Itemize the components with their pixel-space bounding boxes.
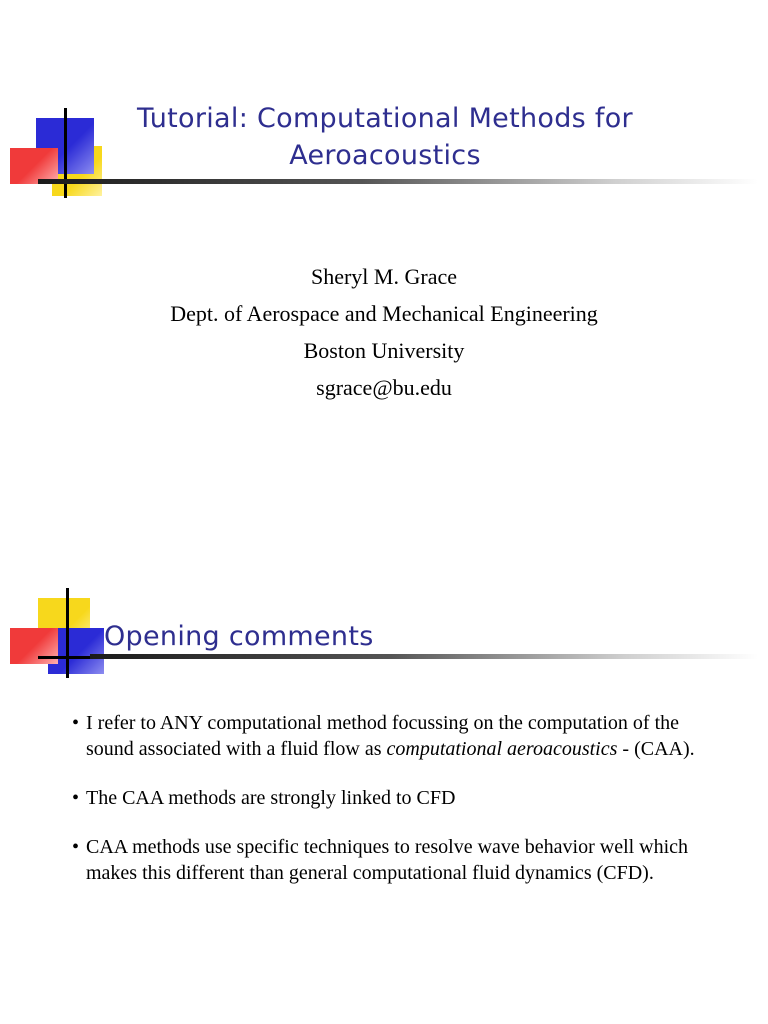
bullet-marker: • [72,712,80,734]
author-block [0,258,768,406]
author-name: Sheryl M. Grace [310,264,457,289]
logo-vertical-line [64,108,67,198]
slide-title [100,100,670,174]
bullet-list [72,710,712,909]
author-university: Boston University [303,338,465,363]
bullet-marker: • [72,787,80,809]
content-slide [0,512,768,1024]
list-item: • I refer to ANY computational method focussing on the computation of the sound associated with a fluid flow as computational aeroacoustics - (CAA). [72,712,695,760]
title-rule [38,179,758,184]
logo-vertical-line [66,588,69,678]
list-item: • The CAA methods are strongly linked to CFD [72,787,456,809]
italic-term: computational aeroacoustics [386,738,618,760]
slide-title: Opening comments [104,621,374,652]
list-item: • CAA methods use specific techniques to resolve wave behavior well which makes this different than general computational fluid dynamics (CFD). [72,836,689,884]
author-department: Dept. of Aerospace and Mechanical Engineering [170,301,598,326]
slide-title-line-1: Tutorial: Computational Methods for [137,103,633,134]
slide-title-line-2: Aeroacoustics [289,140,481,171]
bullet-marker: • [72,836,80,858]
author-email: sgrace@bu.edu [316,375,452,400]
